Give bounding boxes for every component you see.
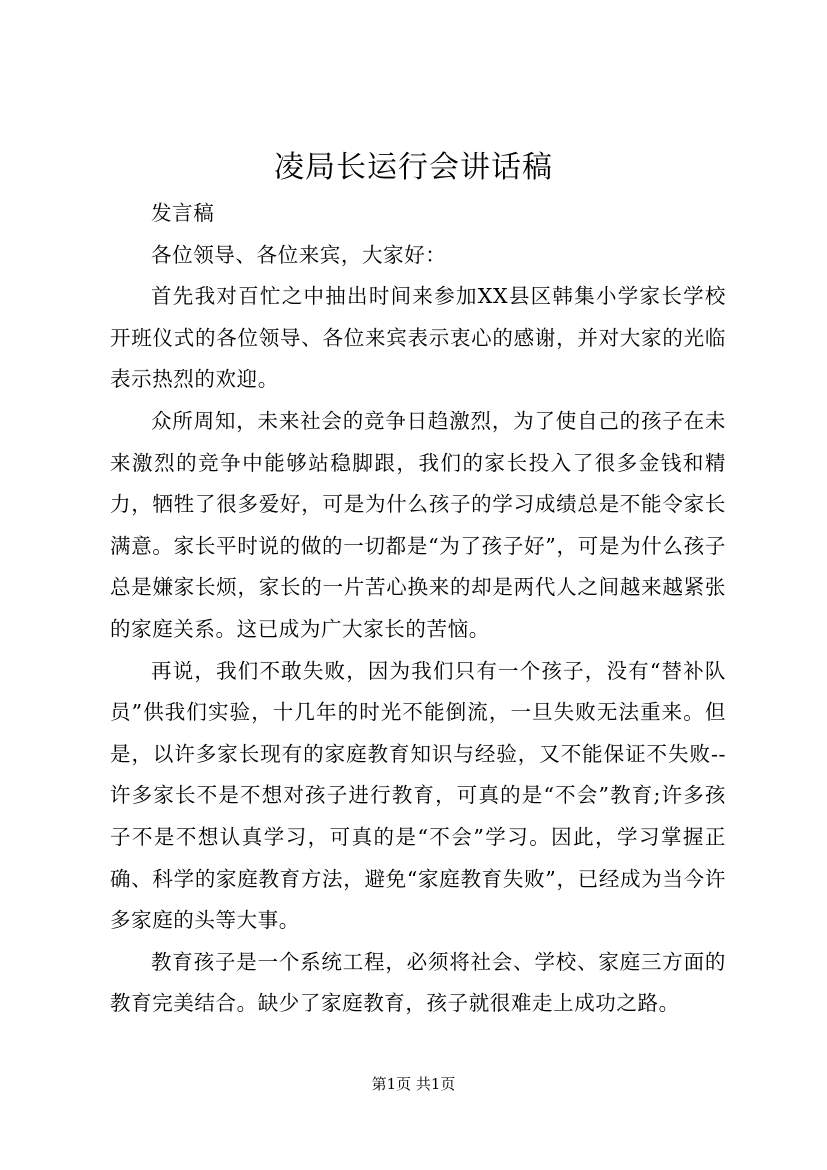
page-number-footer: 第1页 共1页 xyxy=(371,1075,456,1093)
paragraph-system-project: 教育孩子是一个系统工程，必须将社会、学校、家庭三方面的教育完美结合。缺少了家庭教育，孩子就很难走上成功之路。 xyxy=(110,949,726,1016)
document-body xyxy=(110,193,726,1025)
paragraph-competition: 众所周知，未来社会的竞争日趋激烈，为了使自己的孩子在未来激烈的竞争中能够站稳脚跟，我们的家长投入了很多金钱和精力，牺牲了很多爱好，可是为什么孩子的学习成绩总是不能令家长满意。家长平时说的做的一切都是“为了孩子好”，可是为什么孩子总是嫌家长烦，家长的一片苦心换来的却是两代人之间越来越紧张的家庭关系。这已成为广大家长的苦恼。 xyxy=(110,408,726,641)
paragraph-heading-label: 发言稿 xyxy=(151,201,215,225)
paragraph-greeting: 各位领导、各位来宾，大家好： xyxy=(151,242,447,267)
paragraph-thanks: 首先我对百忙之中抽出时间来参加XX县区韩集小学家长学校开班仪式的各位领导、各位来宾表示衷心的感谢，并对大家的光临表示热烈的欢迎。 xyxy=(110,284,726,392)
paragraph-cannot-fail: 再说，我们不敢失败，因为我们只有一个孩子，没有“替补队员”供我们实验，十几年的时光不能倒流，一旦失败无法重来。但是，以许多家长现有的家庭教育知识与经验，又不能保证不失败--许多家长不是不想对孩子进行教育，可真的是“不会”教育;许多孩子不是不想认真学习，可真的是“不会”学习。因此，学习掌握正确、科学的家庭教育方法，避免“家庭教育失败”，已经成为当今许多家庭的头等大事。 xyxy=(110,658,726,933)
document-title: 凌局长运行会讲话稿 xyxy=(274,150,553,185)
